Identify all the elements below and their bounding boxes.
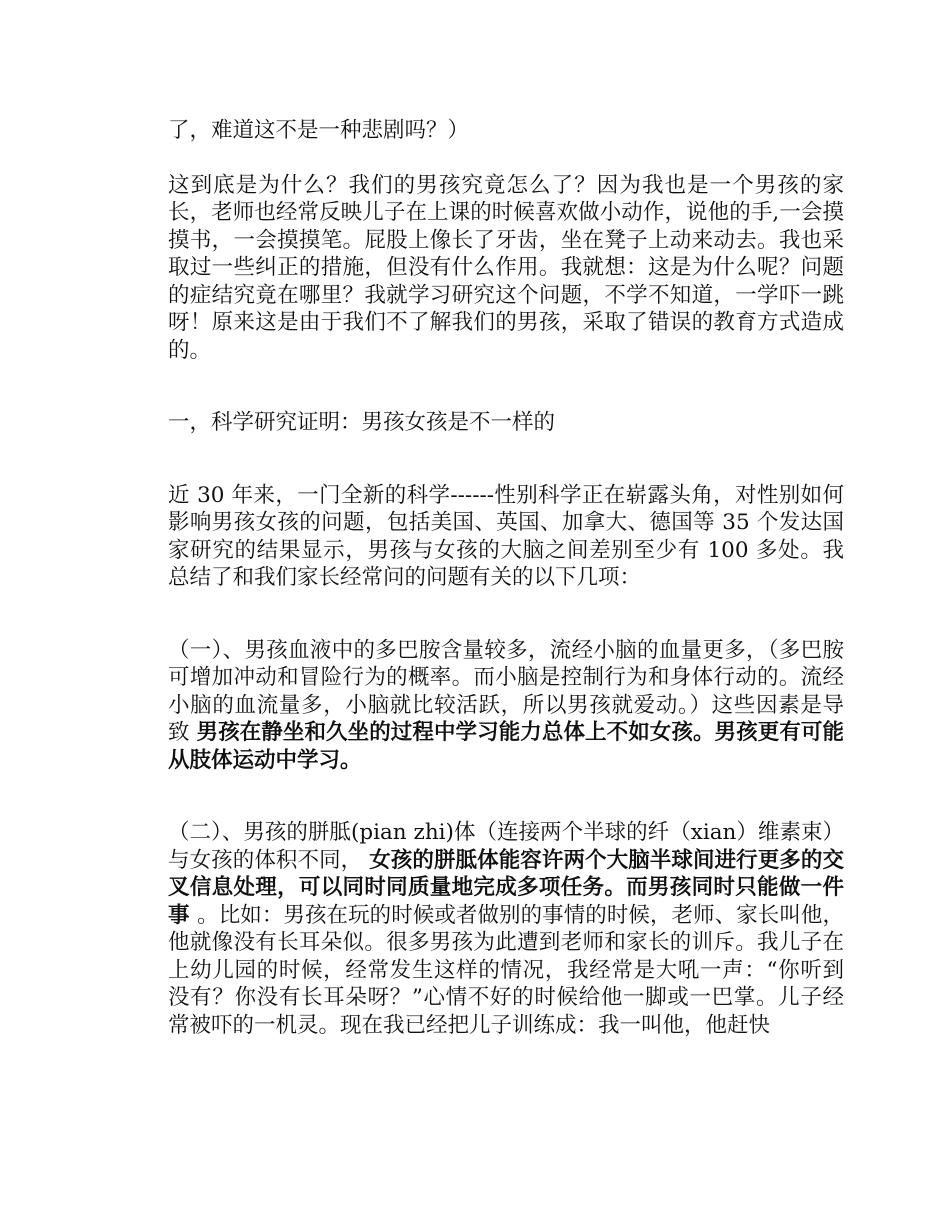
document-page: [168, 117, 844, 1039]
text-run-bold: 女孩的胼胝体能容许两个大脑半球间进行更多的交叉信息处理，可以同时同质量地完成多项任务。而男孩同时只能做一件事: [168, 847, 844, 928]
text-run: 一，科学研究证明：男孩女孩是不一样的: [168, 410, 556, 435]
paragraph-gap: [168, 592, 844, 637]
section-heading: [168, 409, 844, 437]
text-run: （二）、男孩的胼胝(pian zhi)体（连接两个半球的纤（xian）维素束）与女孩的体积不同，: [168, 820, 844, 873]
text-run: 。比如：男孩在玩的时候或者做别的事情的时候，老师、家长叫他，他就像没有长耳朵似。很多男孩为此遭到老师和家长的训斥。我儿子在上幼儿园的时候，经常发生这样的情况，我经常是大吼一声：“你听到没有？你没有长耳朵呀？”心情不好的时候给他一脚或一巴掌。儿子经常被吓的一机灵。现在我已经把儿子训练成：我一叫他，他赶快: [168, 902, 844, 1038]
paragraph-point-1: [168, 637, 844, 775]
text-run: 这到底是为什么？我们的男孩究竟怎么了？因为我也是一个男孩的家长，老师也经常反映儿子在上课的时候喜欢做小动作，说他的手,一会摸摸书，一会摸摸笔。屁股上像长了牙齿，坐在凳子上动来动去。我也采取过一些纠正的措施，但没有什么作用。我就想：这是为什么呢？问题的症结究竟在哪里？我就学习研究这个问题，不学不知道，一学吓一跳呀！原来这是由于我们不了解我们的男孩，采取了错误的教育方式造成的。: [168, 172, 844, 363]
paragraph-gap: [168, 145, 844, 172]
text-run: 近 30 年来，一门全新的科学------性别科学正在崭露头角，对性别如何影响男孩女孩的问题，包括美国、英国、加拿大、德国等 35 个发达国家研究的结果显示，男孩与女孩的大脑之间差别至少有 100 多处。我总结了和我们家长经常问的问题有关的以下几项：: [168, 482, 844, 590]
paragraph-point-2: [168, 819, 844, 1039]
paragraph-gap: [168, 364, 844, 409]
text-run: 了，难道这不是一种悲剧吗？）: [168, 118, 470, 143]
paragraph-research: [168, 482, 844, 592]
paragraph-intro: [168, 172, 844, 365]
paragraph-gap: [168, 774, 844, 819]
paragraph-continuation: [168, 117, 844, 145]
text-run-bold: 男孩在静坐和久坐的过程中学习能力总体上不如女孩。男孩更有可能从肢体运动中学习。: [168, 720, 844, 773]
text-run: （一）、男孩血液中的多巴胺含量较多，流经小脑的血量更多，（多巴胺可增加冲动和冒险行为的概率。而小脑是控制行为和身体行动的。流经小脑的血流量多，小脑就比较活跃，所以男孩就爱动。）这些因素是导致: [168, 637, 844, 745]
paragraph-gap: [168, 437, 844, 482]
